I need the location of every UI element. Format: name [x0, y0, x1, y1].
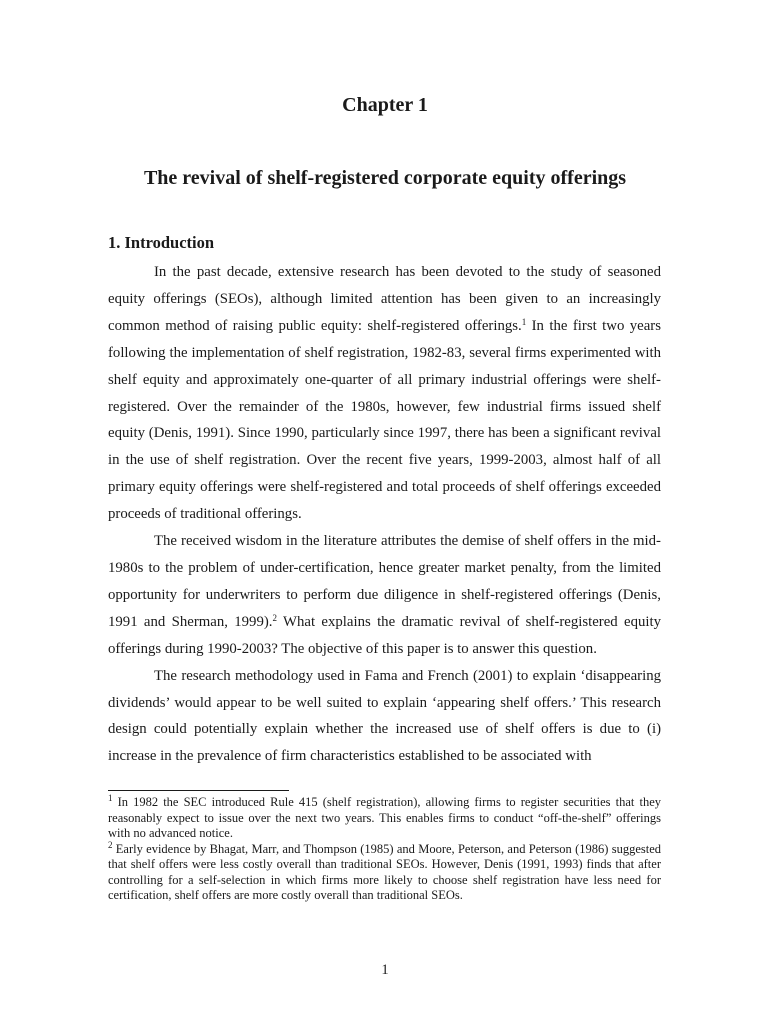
footnote — [108, 839, 661, 904]
footnote-reference: 1 — [521, 316, 527, 327]
footnote-text: In 1982 the SEC introduced Rule 415 (shelf registration), allowing firms to register securities that they reasonably expect to issue over the next two years. This enables firms to conduct “off-the-shelf” offerings with no advanced notice. — [108, 795, 661, 840]
paragraph-text: The received wisdom in the literature attributes the demise of shelf offers in the mid-1980s to the problem of under-certification, hence greater market penalty, from the limited opportunity for underwriters to perform due diligence in shelf-registered offerings (Denis, 1991 and Sherman, 1999). — [108, 533, 661, 630]
paragraph — [108, 528, 661, 663]
paragraph-text: What explains the dramatic revival of shelf-registered equity offerings during 1990-2003? The objective of this paper is to answer this question. — [108, 613, 661, 657]
footnote-marker: 1 — [108, 793, 113, 803]
chapter-title: The revival of shelf-registered corporate equity offerings — [143, 167, 627, 189]
paragraph — [108, 663, 661, 771]
footnote-marker: 2 — [108, 839, 113, 850]
paragraph-text: In the past decade, extensive research has been devoted to the study of seasoned equity offerings (SEOs), although limited attention has been given to an increasingly common method of raising public equity: shelf-registered offerings. — [108, 264, 661, 334]
paragraph — [108, 259, 661, 528]
chapter-label: Chapter 1 — [342, 94, 428, 116]
page-number: 1 — [381, 962, 389, 978]
body-text — [108, 259, 661, 770]
section-heading: 1. Introduction — [108, 233, 215, 252]
paragraph-text: In the first two years following the implementation of shelf registration, 1982-83, several firms experimented with shelf equity and approximately one-quarter of all primary industrial offerings were shelf-registered. Over the remainder of the 1980s, however, few industrial firms issued shelf equity (Denis, 1991). Since 1990, particularly since 1997, there has been a significant revival in the use of shelf registration. Over the recent five years, 1999-2003, almost half of all primary equity offerings were shelf-registered and total proceeds of shelf offerings exceeded proceeds of traditional offerings. — [108, 317, 661, 523]
footnote-text: Early evidence by Bhagat, Marr, and Thompson (1985) and Moore, Peterson, and Peterson (1986) suggested that shelf offers were less costly overall than traditional SEOs. However, Denis (1991, 1993) finds that after controlling for a self-selection in which firms more likely to choose shelf registration have less need for certification, shelf offers are more costly overall than traditional SEOs. — [108, 841, 661, 902]
footnote-reference: 2 — [272, 612, 277, 623]
footnote — [108, 795, 661, 842]
footnotes — [108, 795, 661, 904]
paragraph-text: The research methodology used in Fama and French (2001) to explain ‘disappearing dividends’ would appear to be well suited to explain ‘appearing shelf offers.’ This research design could potentially explain whether the increased use of shelf offers is due to (i) increase in the prevalence of firm characteristics established to be associated with — [108, 667, 661, 765]
footnote-divider — [108, 790, 289, 791]
